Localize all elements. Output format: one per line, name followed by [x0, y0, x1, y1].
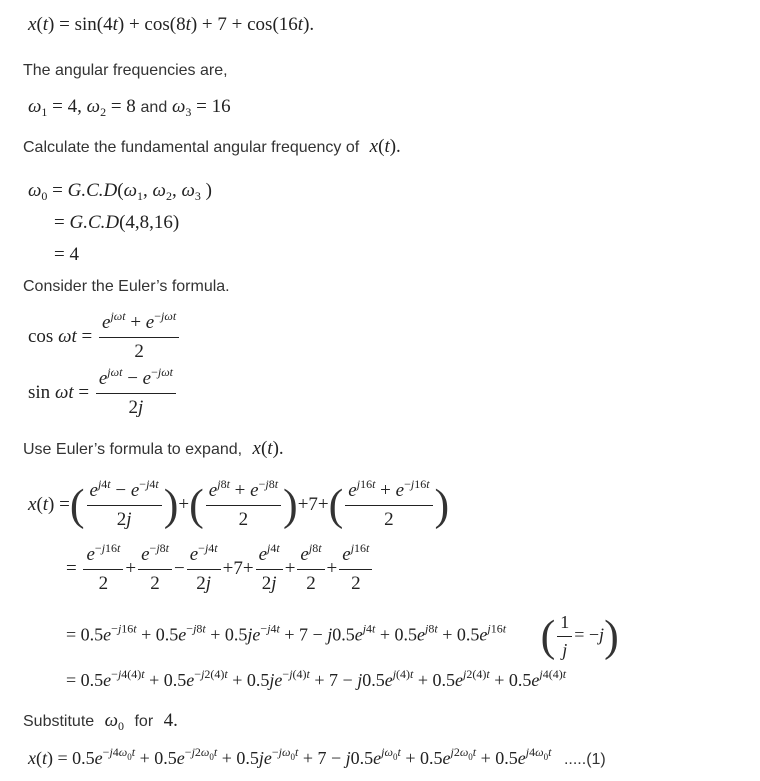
expand-line-4: = $0.5e^{-j4(4)t} + 0.5e^{-j2(4)t} + 0.5je^{-j(4)t} + 7 - j0.5e^{j(4)t} + 0.5e^{j2(4)t} + 0.5e^{j4(4)t}$ [66, 667, 567, 690]
substitute-intro: Substitute $\omega_0$ for 4. [23, 710, 178, 733]
substitute-word: Substitute [23, 713, 95, 730]
gcd-line-1: $\omega_0 = G.C.D(\omega_1$, $\omega_2$, $\omega_3$ ) [28, 180, 212, 203]
gcd-line-3: = 4 [54, 244, 79, 265]
equation-tag: .....(1) [563, 751, 606, 768]
sin-formula: sin ωt = $\frac{e^{j\omega t} - e^{-j\omega t}}{2j}$ [28, 368, 178, 419]
gcd-line-2: = G.C.D(4,8,16) [54, 212, 180, 233]
expand-intro-text: Use Euler’s formula to expand, [23, 441, 243, 458]
cos-formula: cos ωt = $\frac{e^{j\omega t} + e^{-j\omega t}}{2}$ [28, 312, 181, 363]
expand-line-1: x(t) =( $\frac{e^{j4t} - e^{-j4t}}{2j}$ )+( $\frac{e^{j8t} + e^{-j8t}}{2}$ )+7+( $\frac{e^{j16t} + e^{-j16t}}{2}$ ) [28, 477, 450, 530]
for-word: for [134, 713, 154, 730]
signal-definition: x(t) = sin(4t) + cos(8t) + 7 + cos(16t). [28, 14, 315, 35]
angular-frequencies-intro: The angular frequencies are, [23, 62, 228, 79]
expand-intro: Use Euler’s formula to expand, x(t). [23, 438, 284, 459]
final-equation: $x(t) = 0.5e^{-j4\omega_0t} + 0.5e^{-j2\omega_0t} + 0.5je^{-j\omega_0t} + 7 - j0.5e^{j\omega_0t} + 0.5e^{j2\omega_0t} + 0.5e^{j4\omega_0t}$ .....(1) [28, 745, 606, 768]
euler-intro: Consider the Euler’s formula. [23, 278, 230, 295]
fundamental-intro-text: Calculate the fundamental angular frequency of [23, 139, 360, 156]
fundamental-intro: Calculate the fundamental angular frequency of x(t). [23, 136, 401, 157]
and-word: and [140, 99, 168, 116]
omega-values: $\omega_1 = 4$, $\omega_2 = 8$ and $\omega_3 = 16$ [28, 96, 231, 119]
expand-line-3: = $0.5e^{-j16t} + 0.5e^{-j8t} + 0.5je^{-j4t} + 7 - j0.5e^{j4t} + 0.5e^{j8t} + 0.5e^{j16t}$ ( $\frac{1}{j}$ = −j) [66, 611, 619, 661]
expand-line-2: = $\frac{e^{-j16t}}{2}$ + $\frac{e^{-j8t}}{2}$ − $\frac{e^{-j4t}}{2j}$ +7+ $\frac{e^{j4t}}{2j}$ + $\frac{e^{j8t}}{2}$ + $\frac{e^{j16t}}{2}$ [66, 544, 374, 595]
